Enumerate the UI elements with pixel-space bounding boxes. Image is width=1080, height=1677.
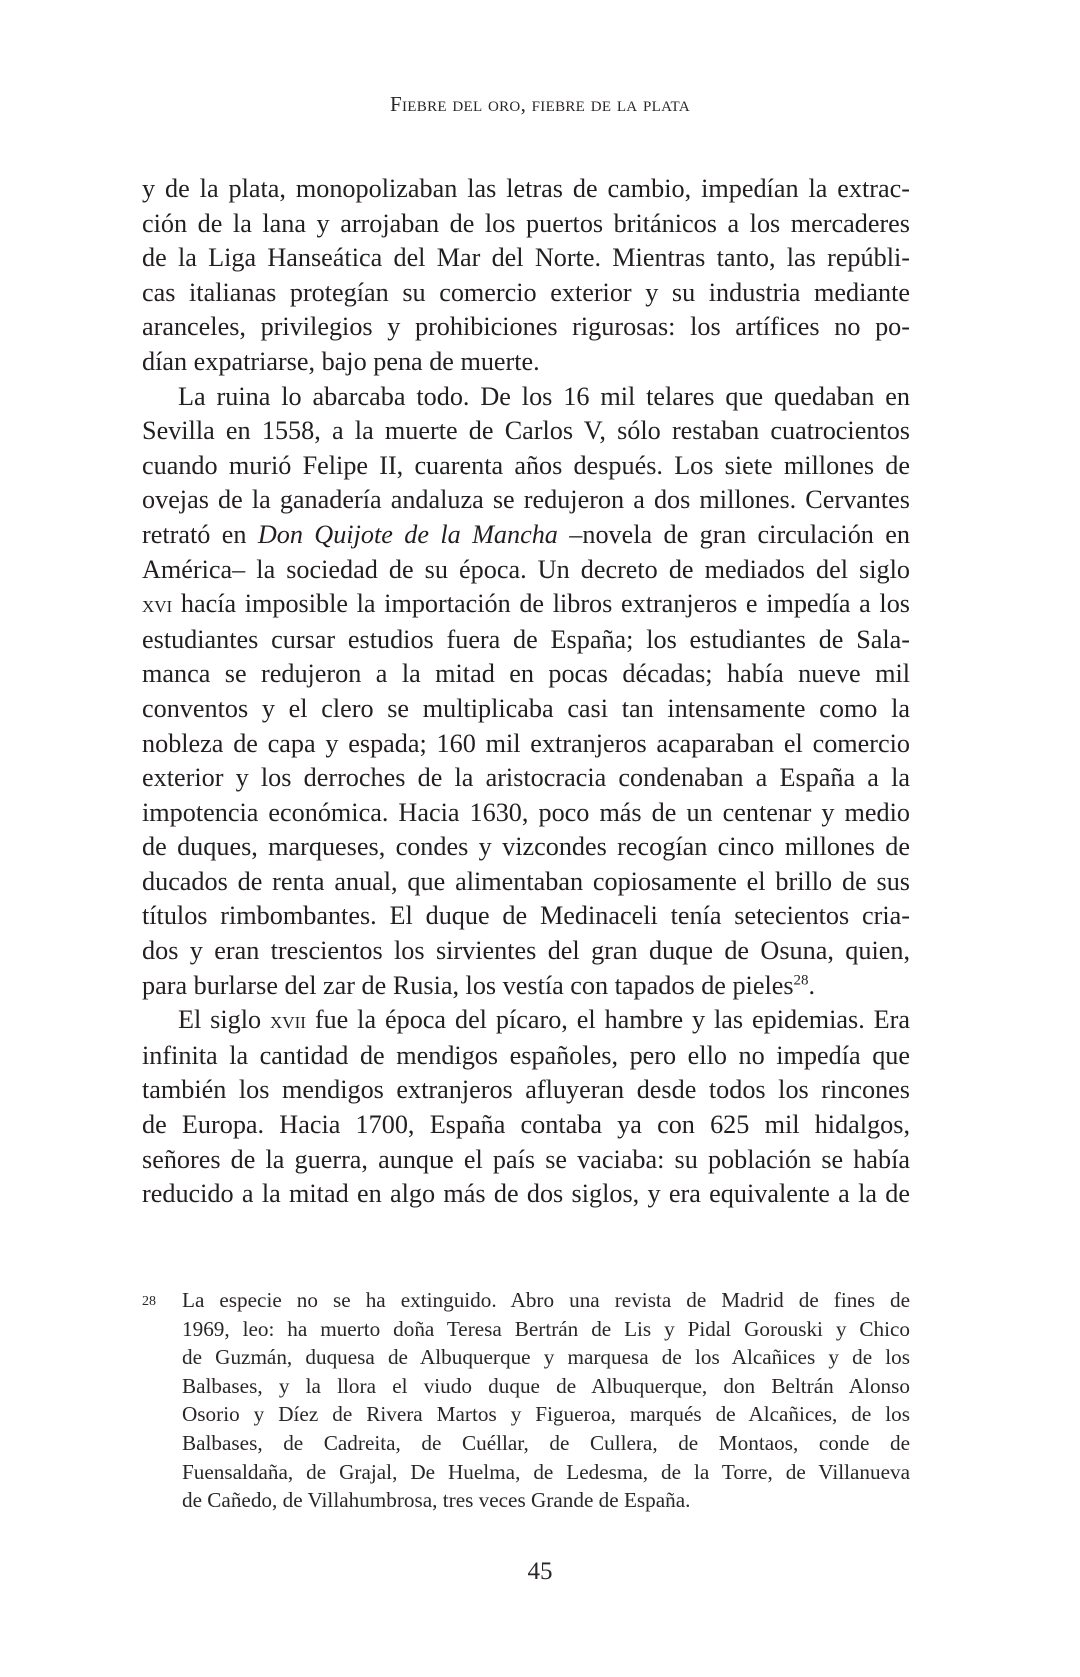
footnote-line: La especie no se ha extinguido. Abro una revista de Madrid de fines de <box>182 1288 910 1312</box>
text-line: cuando murió Felipe II, cuarenta años después. Los siete millones de <box>142 450 910 480</box>
text-line: de la Liga Hanseática del Mar del Norte. Mientras tanto, las repúbli- <box>142 243 910 273</box>
page-number: 45 <box>527 1558 553 1585</box>
text-line: Sevilla en 1558, a la muerte de Carlos V, sólo restaban cuatrocientos <box>142 416 910 446</box>
text-line: cas italianas protegían su comercio exterior y su industria mediante <box>142 277 910 307</box>
text-line <box>142 1003 910 1039</box>
text-line: América– la sociedad de su época. Un decreto de mediados del siglo <box>142 554 910 584</box>
footnote-line: de Cañedo, de Villahumbrosa, tres veces Grande de España. <box>182 1488 691 1513</box>
text-segment: El siglo <box>178 1005 271 1035</box>
text-line: de duques, marqueses, condes y vizcondes recogían cinco millones de <box>142 832 910 862</box>
book-title-italic: Don Quijote de la Mancha <box>257 519 558 549</box>
footnote-line: 1969, leo: ha muerto doña Teresa Bertrán de Lis y Pidal Gorouski y Chico <box>182 1316 910 1341</box>
footnote-line: de Guzmán, duquesa de Albuquerque y marquesa de los Alcañices y de los <box>182 1345 910 1370</box>
text-line: dían expatriarse, bajo pena de muerte. <box>142 346 540 376</box>
text-line: reducido a la mitad en algo más de dos siglos, y era equivalente a la de <box>142 1179 910 1209</box>
text-line <box>142 518 910 553</box>
text-line: también los mendigos extranjeros afluyeran desde todos los rincones <box>142 1075 910 1105</box>
century-small-caps: xvii <box>270 1008 306 1035</box>
footnote-reference[interactable]: 28 <box>793 971 809 988</box>
text-line: infinita la cantidad de mendigos españoles, pero ello no impedía que <box>142 1040 910 1070</box>
footnote-line: Balbases, y la llora el viudo duque de Albuquerque, don Beltrán Alonso <box>182 1373 910 1398</box>
text-line: nobleza de capa y espada; 160 mil extranjeros acaparaban el comercio <box>142 728 910 758</box>
footnote-number: 28 <box>142 1294 156 1309</box>
text-line: aranceles, privilegios y prohibiciones rigurosas: los artífices no po- <box>142 312 910 342</box>
text-line <box>142 969 910 1004</box>
text-line: señores de la guerra, aunque el país se vaciaba: su población se había <box>142 1144 910 1174</box>
footnote-text <box>182 1286 910 1515</box>
text-line: de Europa. Hacia 1700, España contaba ya con 625 mil hidalgos, <box>142 1110 910 1140</box>
century-small-caps: xvi <box>142 592 173 619</box>
paragraph-1 <box>142 172 910 380</box>
text-line: ducados de renta anual, que alimentaban copiosamente el brillo de sus <box>142 866 910 896</box>
footnote-line: Balbases, de Cadreita, de Cuéllar, de Cullera, de Montaos, conde de <box>182 1430 910 1455</box>
text-line: manca se redujeron a la mitad en pocas décadas; había nueve mil <box>142 659 910 689</box>
text-line: y de la plata, monopolizaban las letras de cambio, impedían la extrac- <box>142 174 910 203</box>
text-segment: . <box>808 970 816 1000</box>
footnote-line: Fuensaldaña, de Grajal, De Huelma, de Ledesma, de la Torre, de Villanueva <box>182 1459 910 1484</box>
text-line: ovejas de la ganadería andaluza se redujeron a dos millones. Cervantes <box>142 485 910 515</box>
paragraph-2 <box>142 380 910 1004</box>
text-segment: –novela de gran circulación en <box>557 519 910 549</box>
text-segment: retrató en <box>142 519 258 549</box>
text-segment: hacía imposible la importación de libros extranjeros e impedía a los <box>172 589 910 619</box>
text-line: títulos rimbombantes. El duque de Medinaceli tenía setecientos cria- <box>142 901 910 931</box>
text-line: impotencia económica. Hacia 1630, poco más de un centenar y medio <box>142 797 910 827</box>
running-head: Fiebre del oro, fiebre de la plata <box>390 92 690 116</box>
footnote <box>142 1286 910 1515</box>
text-line: La ruina lo abarcaba todo. De los 16 mil telares que quedaban en <box>178 381 910 411</box>
body-text <box>142 172 910 1212</box>
text-line: ción de la lana y arrojaban de los puertos británicos a los mercaderes <box>142 208 910 238</box>
text-line: estudiantes cursar estudios fuera de España; los estudiantes de Sala- <box>142 624 910 654</box>
footnote-line: Osorio y Díez de Rivera Martos y Figueroa, marqués de Alcañices, de los <box>182 1402 910 1427</box>
text-line: dos y eran trescientos los sirvientes del gran duque de Osuna, quien, <box>142 936 910 966</box>
text-segment: para burlarse del zar de Rusia, los vestía con tapados de pieles <box>142 970 794 1000</box>
text-line: conventos y el clero se multiplicaba casi tan intensamente como la <box>142 693 910 723</box>
text-segment: fue la época del pícaro, el hambre y las epidemias. Era <box>305 1005 910 1035</box>
text-line <box>142 587 910 623</box>
paragraph-3 <box>142 1003 910 1212</box>
text-line: exterior y los derroches de la aristocracia condenaban a España a la <box>142 763 910 793</box>
